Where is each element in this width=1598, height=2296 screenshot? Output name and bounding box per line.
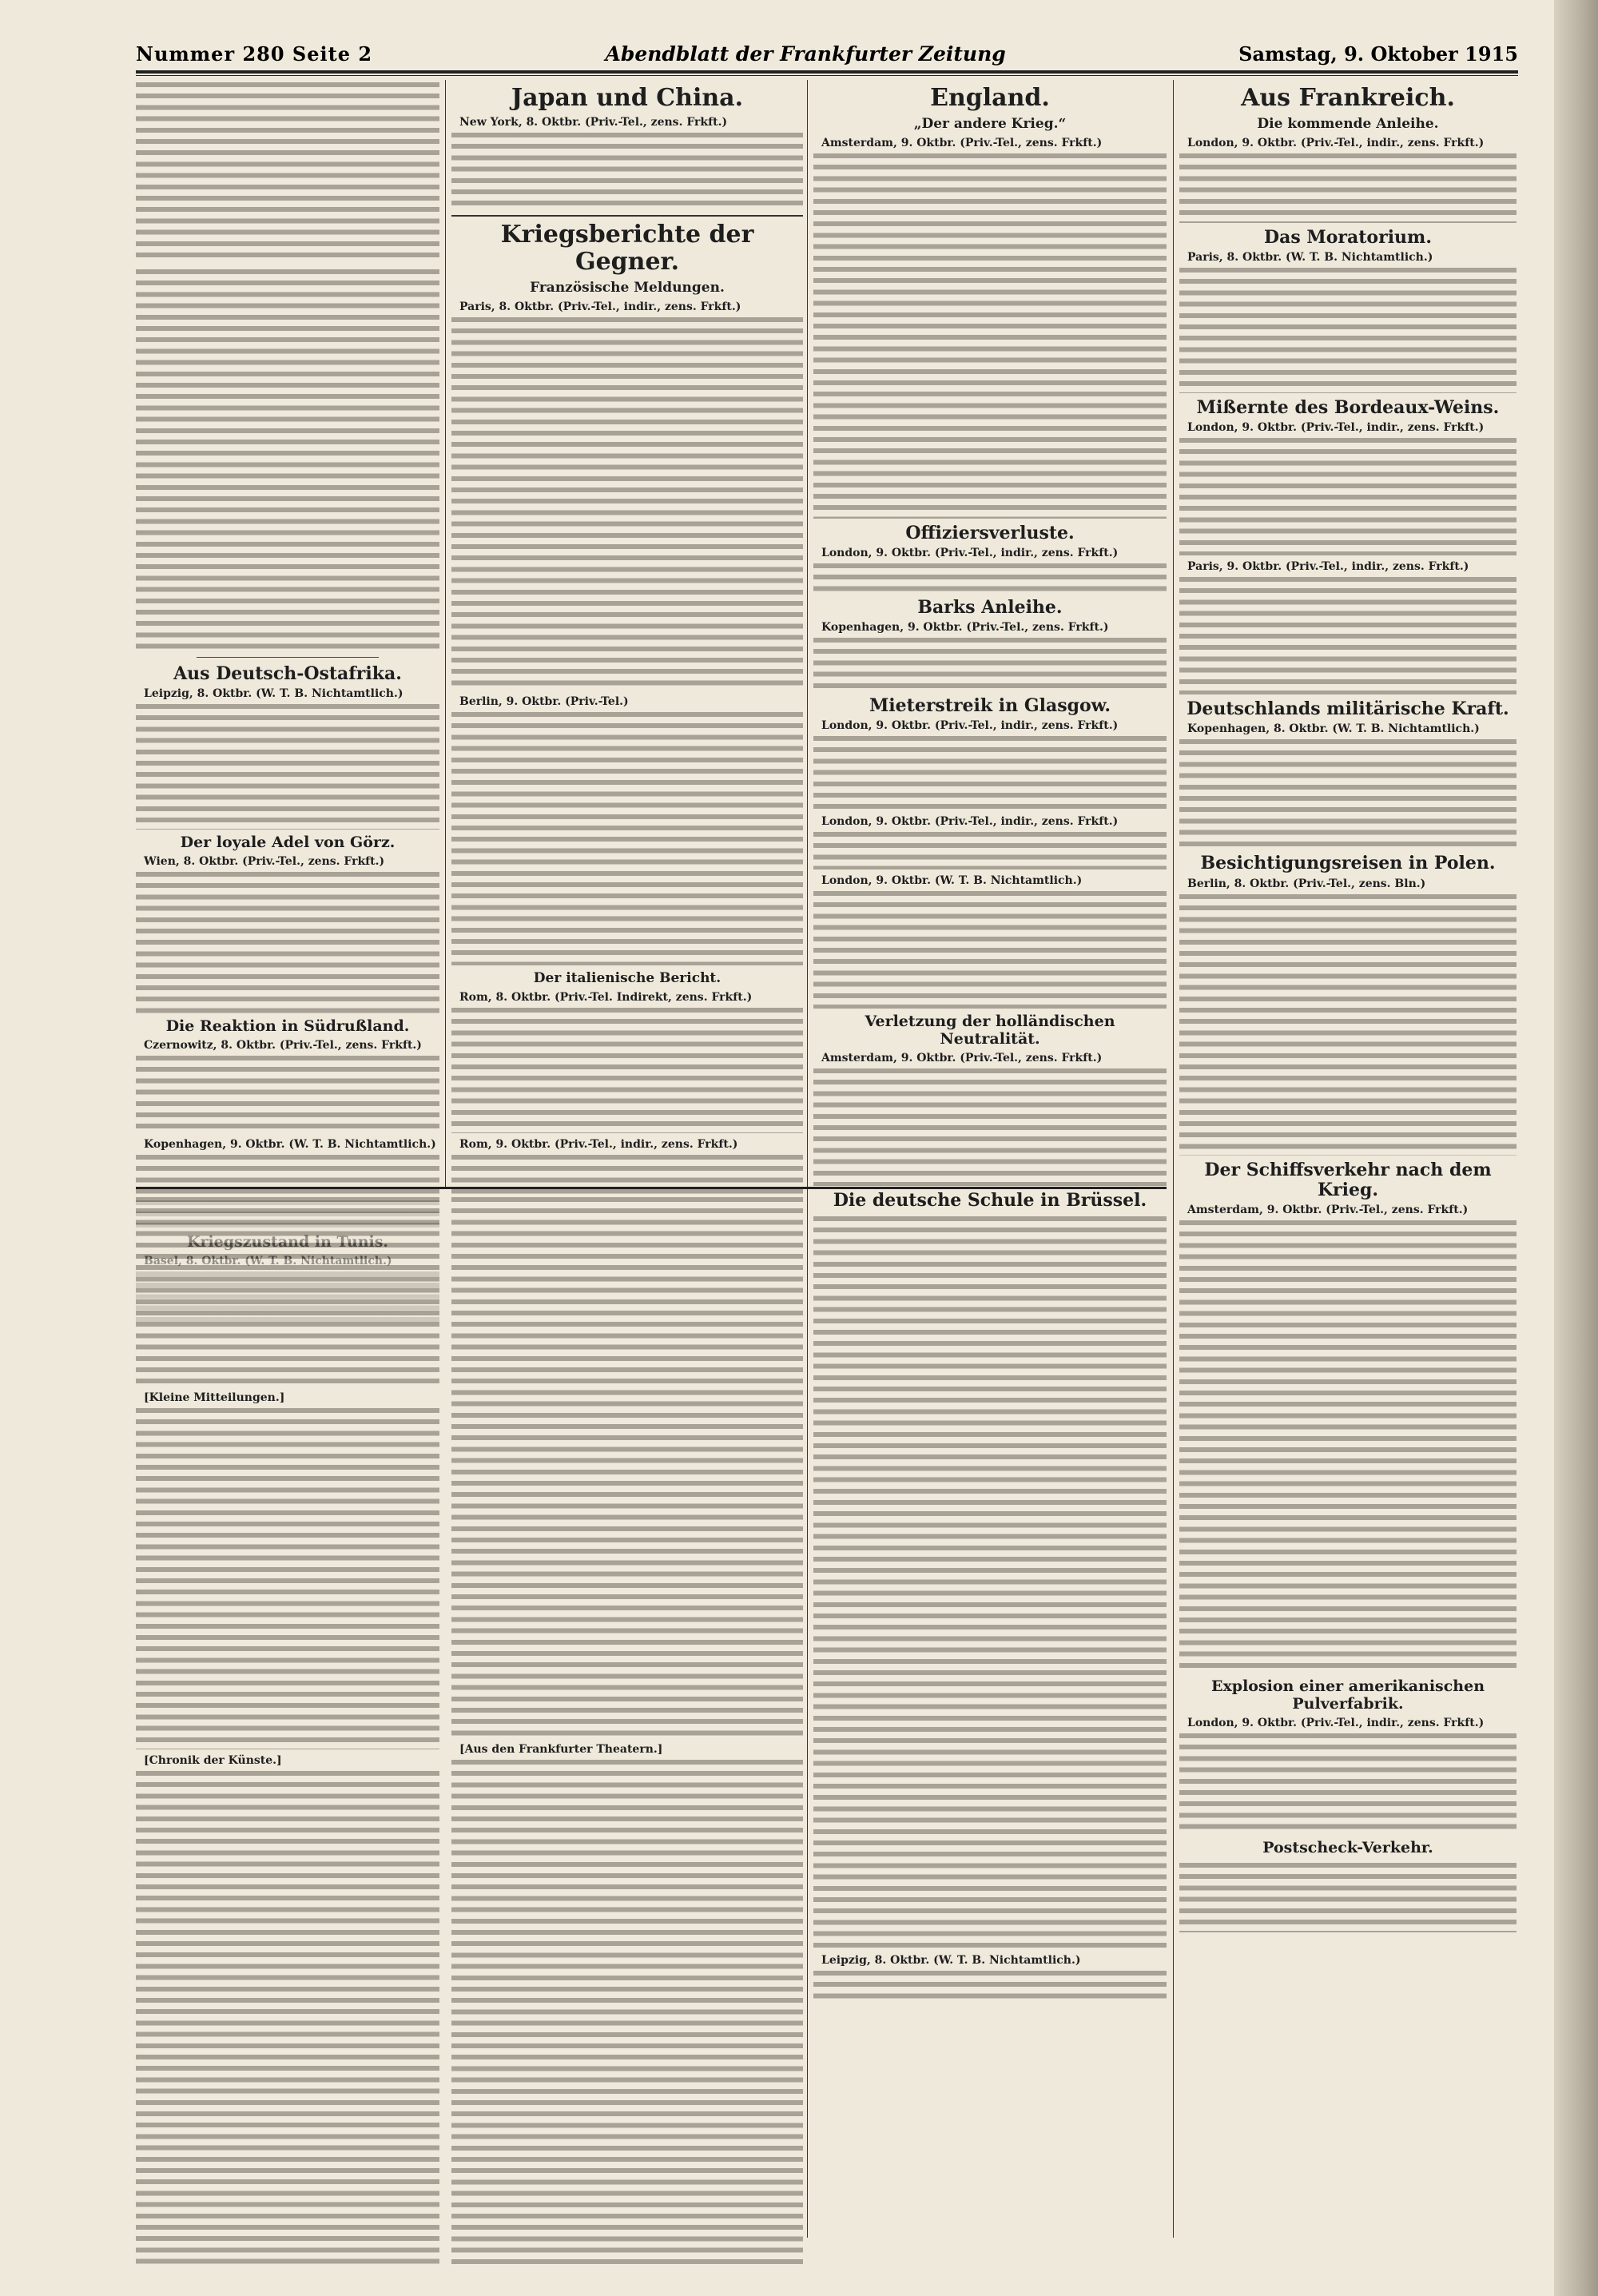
dateline: Paris, 9. Oktbr. (Priv.-Tel., indir., zens. Frkft.) [1187,560,1469,574]
dateline: London, 9. Oktbr. (W. T. B. Nichtamtlich.) [821,874,1083,888]
subhead-der-andere-krieg: „Der andere Krieg.“ [913,115,1067,132]
headline-reaktion: Die Reaktion in Südrußland. [165,1017,410,1036]
feuilleton-section-head: [Aus den Frankfurter Theatern.] [459,1743,663,1756]
newspaper-title: Abendblatt der Frankfurter Zeitung [605,42,1006,66]
separator [451,215,803,217]
headline-ostafrika: Aus Deutsch-Ostafrika. [173,663,402,684]
column-3 [813,80,1167,2005]
text-block [813,1968,1167,2000]
dateline: London, 9. Oktbr. (Priv.-Tel., indir., zens. Frkft.) [821,546,1119,559]
headline-barks-anleihe: Barks Anleihe. [917,596,1063,618]
page-number: Nummer 280 Seite 2 [136,42,373,66]
separator [197,657,379,658]
dateline: Rom, 8. Oktbr. (Priv.-Tel. Indirekt, zens. Frkft.) [459,990,753,1004]
headline-aus-frankreich: Aus Frankreich. [1241,84,1455,112]
text-block [1179,436,1517,555]
masthead-rule [136,70,1518,74]
dateline: Amsterdam, 9. Oktbr. (Priv.-Tel., zens. Frkft.) [821,1052,1103,1065]
headline-mieterstreik: Mieterstreik in Glasgow. [869,695,1111,717]
headline-schiffsverkehr: Der Schiffsverkehr nach dem Krieg. [1204,1159,1492,1200]
dateline: Paris, 8. Oktbr. (Priv.-Tel., indir., zens. Frkft.) [459,300,741,313]
dateline: Amsterdam, 9. Oktbr. (Priv.-Tel., zens. Frkft.) [821,136,1103,149]
text-block [451,1005,803,1133]
text-block [1179,151,1517,223]
dateline: Amsterdam, 9. Oktbr. (Priv.-Tel., zens. Frkft.) [1187,1204,1469,1217]
headline-deutsche-schule: Die deutsche Schule in Brüssel. [833,1190,1147,1212]
text-block [136,267,439,651]
feuilleton-section-head: [Kleine Mitteilungen.] [144,1391,285,1404]
text-block [136,1406,439,1749]
text-block [451,130,803,210]
headline-bordeaux: Mißernte des Bordeaux-Weins. [1196,396,1500,418]
text-block [451,1757,803,2269]
dateline: Berlin, 8. Oktbr. (Priv.-Tel., zens. Bln.) [1187,877,1426,890]
text-block [813,151,1167,519]
column-1 [136,80,439,1330]
column-4 [1179,80,1517,1937]
text-block [451,710,803,965]
column-2 [451,80,803,1205]
text-block [813,1066,1167,1186]
headline-offiziersverluste: Offiziersverluste. [905,522,1075,543]
feuilleton-col-1 [136,1195,439,2269]
text-block [813,830,1167,869]
text-block [813,889,1167,1009]
headline-militaerische-kraft: Deutschlands militärische Kraft. [1187,698,1509,720]
feuilleton-section-head: [Chronik der Künste.] [144,1754,282,1767]
dateline: Kopenhagen, 9. Oktbr. (Priv.-Tel., zens. Frkft.) [821,621,1109,635]
dateline: London, 9. Oktbr. (Priv.-Tel., indir., zens. Frkft.) [821,815,1119,829]
dateline: London, 9. Oktbr. (Priv.-Tel., indir., zens. Frkft.) [1187,136,1485,149]
column-rule [807,80,808,2238]
dateline: Kopenhagen, 8. Oktbr. (W. T. B. Nichtamtlich.) [1187,722,1480,736]
text-block [1179,575,1517,694]
text-block [136,1053,439,1133]
text-block [451,315,803,690]
text-block [813,734,1167,810]
text-block [136,702,439,830]
feuilleton-col-2 [451,1195,803,2274]
text-block [1179,1218,1517,1673]
text-block [1179,737,1517,849]
headline-polen: Besichtigungsreisen in Polen. [1200,853,1496,874]
subhead-franzoesisch: Französische Meldungen. [530,279,725,296]
text-block [1179,265,1517,393]
dateline: Leipzig, 8. Oktbr. (W. T. B. Nichtamtlich.) [144,687,403,701]
headline-verletzung: Verletzung der holländischen Neutralität. [865,1013,1115,1049]
text-block [451,1195,803,1738]
masthead [136,40,1518,67]
text-block [451,1152,803,1200]
column-rule [1173,80,1174,2238]
text-block [1179,892,1517,1156]
dateline: London, 9. Oktbr. (Priv.-Tel., indir., zens. Frkft.) [821,719,1119,733]
dateline: Paris, 8. Oktbr. (W. T. B. Nichtamtlich.) [1187,250,1433,264]
subhead-italienisch: Der italienische Bericht. [533,969,721,986]
dateline: London, 9. Oktbr. (Priv.-Tel., indir., zens. Frkft.) [1187,1716,1485,1729]
text-block [1179,1860,1517,1932]
page-binding-shadow [1554,0,1598,2296]
text-block [136,869,439,1013]
issue-date: Samstag, 9. Oktober 1915 [1238,42,1518,66]
dateline: Leipzig, 8. Oktbr. (W. T. B. Nichtamtlich.) [821,1954,1081,1968]
headline-japan-china: Japan und China. [511,84,744,112]
headline-adel: Der loyale Adel von Görz. [180,834,396,852]
dateline: Berlin, 9. Oktbr. (Priv.-Tel.) [459,694,629,708]
dateline: Wien, 8. Oktbr. (Priv.-Tel., zens. Frkft.) [144,855,385,869]
headline-kriegsberichte: Kriegsberichte der Gegner. [500,220,754,276]
dateline: Czernowitz, 8. Oktbr. (Priv.-Tel., zens. Frkft.) [144,1038,422,1052]
text-block [813,635,1167,691]
column-rule [445,80,446,1187]
headline-england: England. [930,84,1050,112]
subhead-anleihe: Die kommende Anleihe. [1257,115,1439,132]
dateline: London, 9. Oktbr. (Priv.-Tel., indir., zens. Frkft.) [1187,421,1485,435]
text-block [1179,1731,1517,1835]
text-block [136,1195,439,1387]
text-block [813,1214,1167,1949]
headline-postscheck: Postscheck-Verkehr. [1262,1838,1433,1856]
dateline: Kopenhagen, 9. Oktbr. (W. T. B. Nichtamtlich.) [144,1137,436,1151]
text-block [813,561,1167,593]
text-block [136,1769,439,2264]
headline-explosion: Explosion einer amerikanischen Pulverfabrik. [1210,1677,1485,1713]
headline-moratorium: Das Moratorium. [1264,226,1432,248]
masthead-rule-thin [136,75,1518,76]
dateline: Rom, 9. Oktbr. (Priv.-Tel., indir., zens. Frkft.) [459,1137,738,1151]
text-block [136,80,439,262]
dateline: New York, 8. Oktbr. (Priv.-Tel., zens. Frkft.) [459,115,728,129]
